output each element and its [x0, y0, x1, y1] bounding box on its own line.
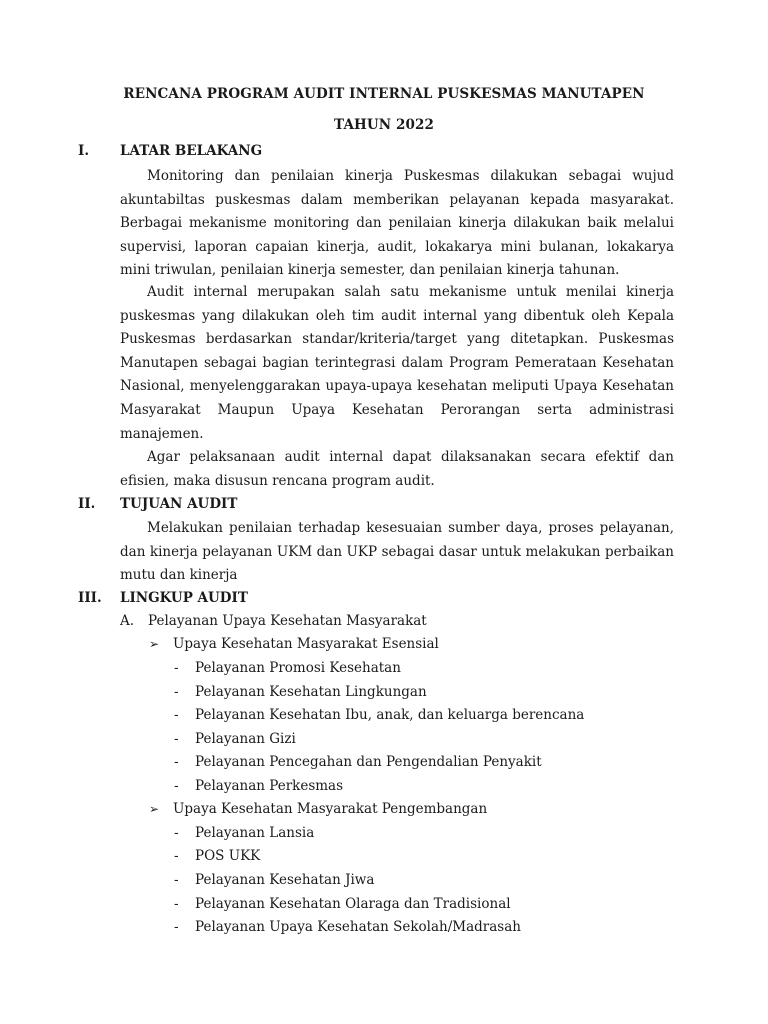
list-item-label: Upaya Kesehatan Masyarakat Pengembangan [173, 801, 488, 817]
section-heading-tujuan-audit [78, 496, 237, 512]
list-item [174, 894, 511, 914]
list-item [174, 776, 343, 796]
paragraph: Melakukan penilaian terhadap kesesuaian sumber daya, proses pelayanan, dan kinerja pelayanan UKM dan UKP sebagai dasar untuk melakukan perbaikan mutu dan kinerja [120, 520, 674, 584]
section-heading-latar-belakang [78, 143, 262, 159]
dash-bullet: - [174, 872, 179, 888]
list-item-label: Pelayanan Promosi Kesehatan [195, 660, 401, 676]
list-item-label: Pelayanan Kesehatan Jiwa [195, 872, 375, 888]
arrow-bullet-icon: ➢ [149, 802, 160, 816]
section-title: LINGKUP AUDIT [120, 590, 248, 606]
paragraph: Monitoring dan penilaian kinerja Puskesmas dilakukan sebagai wujud akuntabiltas puskesmas dalam memberikan pelayanan kepada masyarakat. Berbagai mekanisme monitoring dan penilaian kinerja dilakukan baik melalui supervisi, laporan capaian kinerja, audit, lokakarya mini bulanan, lokakarya mini triwulan, penilaian kinerja semester, dan penilaian kinerja tahunan. [120, 168, 674, 279]
arrow-bullet-icon: ➢ [149, 637, 160, 651]
list-item-label: Upaya Kesehatan Masyarakat Esensial [173, 636, 439, 652]
list-item [174, 870, 374, 890]
list-item [174, 729, 296, 749]
list-item-label: Pelayanan Pencegahan dan Pengendalian Penyakit [195, 754, 542, 770]
dash-bullet: - [174, 896, 179, 912]
section-number: II. [78, 496, 96, 512]
dash-bullet: - [174, 919, 179, 935]
list-item [174, 752, 542, 772]
dash-bullet: - [174, 848, 179, 864]
document-title: RENCANA PROGRAM AUDIT INTERNAL PUSKESMAS MANUTAPEN [123, 86, 645, 102]
section-heading-lingkup-audit [78, 590, 248, 606]
list-item [174, 682, 427, 702]
list-item-label: Pelayanan Gizi [195, 731, 296, 747]
dash-bullet: - [174, 754, 179, 770]
dash-bullet: - [174, 778, 179, 794]
list-item-label: Pelayanan Perkesmas [195, 778, 344, 794]
section-number: III. [78, 590, 102, 606]
document-year: TAHUN 2022 [334, 117, 434, 133]
paragraph: Audit internal merupakan salah satu mekanisme untuk menilai kinerja puskesmas yang dilakukan oleh tim audit internal yang dibentuk oleh Kepala Puskesmas berdasarkan standar/kriteria/target yang ditetapkan. Puskesmas Manutapen sebagai bagian terintegrasi dalam Program Pemerataan Kesehatan Nasional, menyelenggarakan upaya-upaya kesehatan meliputi Upaya Kesehatan Masyarakat Maupun Upaya Kesehatan Perorangan serta administrasi manajemen. [120, 284, 674, 442]
list-item [149, 799, 487, 819]
section-title: LATAR BELAKANG [120, 143, 263, 159]
list-item [174, 823, 314, 843]
list-marker: A. [120, 613, 135, 629]
dash-bullet: - [174, 684, 179, 700]
paragraph: Agar pelaksanaan audit internal dapat dilaksanakan secara efektif dan efisien, maka disusun rencana program audit. [120, 449, 674, 489]
list-item-label: Pelayanan Kesehatan Olaraga dan Tradisional [195, 896, 511, 912]
list-item-label: Pelayanan Lansia [195, 825, 315, 841]
section-number: I. [78, 143, 90, 159]
list-item [174, 917, 521, 937]
list-item [174, 705, 584, 725]
list-item [174, 658, 401, 678]
list-item-label: Pelayanan Upaya Kesehatan Sekolah/Madrasah [195, 919, 521, 935]
dash-bullet: - [174, 707, 179, 723]
list-item-label: Pelayanan Kesehatan Lingkungan [195, 684, 427, 700]
list-item [149, 634, 439, 654]
list-item-label: Pelayanan Kesehatan Ibu, anak, dan keluarga berencana [195, 707, 585, 723]
dash-bullet: - [174, 825, 179, 841]
list-item-label: Pelayanan Upaya Kesehatan Masyarakat [148, 613, 427, 629]
list-item [174, 846, 260, 866]
list-item [120, 611, 427, 631]
section-title: TUJUAN AUDIT [120, 496, 238, 512]
dash-bullet: - [174, 731, 179, 747]
dash-bullet: - [174, 660, 179, 676]
list-item-label: POS UKK [195, 848, 261, 864]
